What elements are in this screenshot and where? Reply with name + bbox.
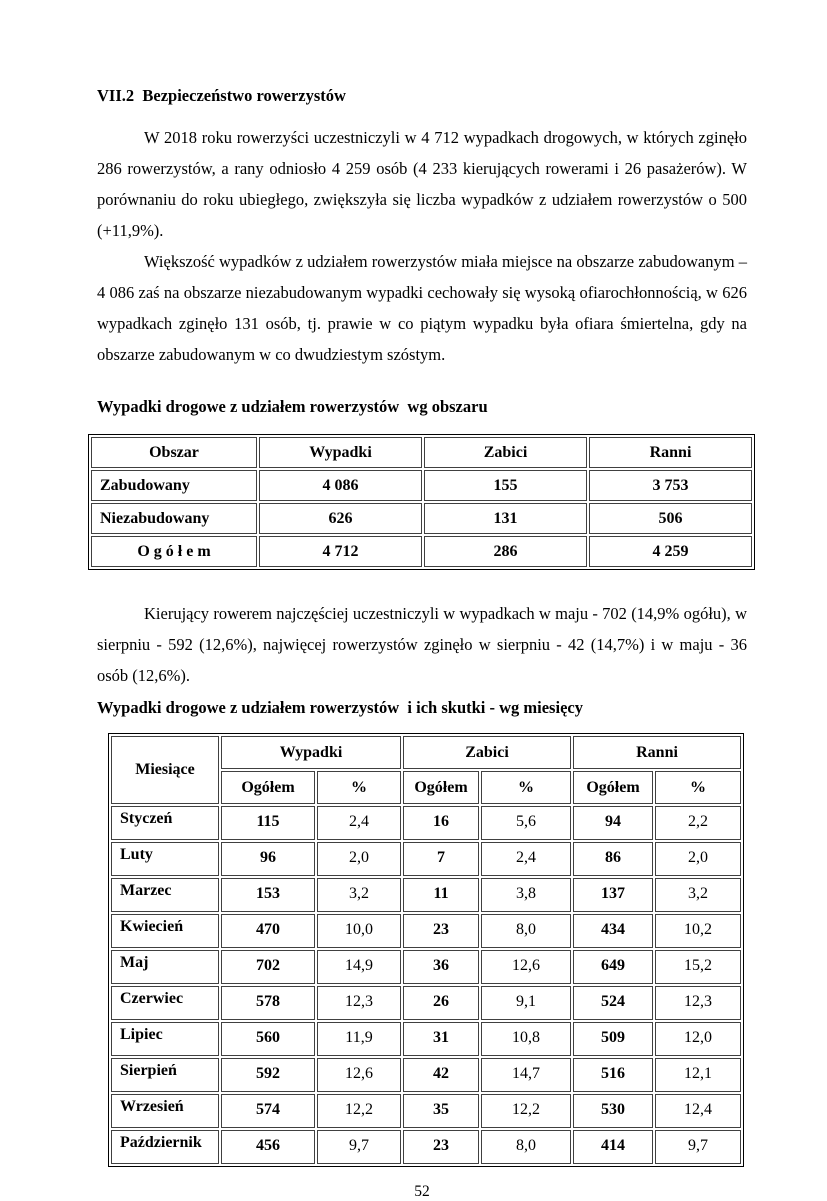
- cell-wypadki-ogolem: 592: [221, 1058, 315, 1092]
- cell-wypadki-percent: 10,0: [317, 914, 401, 948]
- cell-ranni-ogolem: 86: [573, 842, 653, 876]
- table-area-caption: Wypadki drogowe z udziałem rowerzystów wg obszaru: [97, 397, 488, 416]
- cell-ranni-percent: 12,1: [655, 1058, 741, 1092]
- cell-wypadki-percent: 11,9: [317, 1022, 401, 1056]
- table-row: [111, 806, 741, 840]
- cell-ranni-ogolem: 509: [573, 1022, 653, 1056]
- paragraph-accidents-overview: W 2018 roku rowerzyści uczestniczyli w 4 712 wypadkach drogowych, w których zginęło 286 rowerzystów, a rany odniosło 4 259 osób (4 233 kierujących rowerami i 26 pasażerów). W porównaniu do roku ubiegłego, zwiększyła się liczba wypadków z udziałem rowerzystów o 500 (+11,9%).: [97, 128, 747, 240]
- cell-wypadki-ogolem: 574: [221, 1094, 315, 1128]
- table-months-caption: Wypadki drogowe z udziałem rowerzystów i ich skutki - wg miesięcy: [97, 698, 583, 717]
- cell-wypadki-percent: 2,0: [317, 842, 401, 876]
- table-total-row: [91, 536, 752, 567]
- table-row: [111, 878, 741, 912]
- cell-zabici-percent: 12,6: [481, 950, 571, 984]
- cell-zabici-percent: 12,2: [481, 1094, 571, 1128]
- cell-wypadki-percent: 12,2: [317, 1094, 401, 1128]
- table-accidents-by-area: [88, 434, 755, 570]
- cell-zabici: 131: [424, 503, 587, 534]
- cell-wypadki-ogolem: 470: [221, 914, 315, 948]
- sub-header-percent: %: [655, 771, 741, 804]
- column-header-wypadki: Wypadki: [259, 437, 422, 468]
- cell-zabici-percent: 2,4: [481, 842, 571, 876]
- group-header-wypadki: Wypadki: [221, 736, 401, 769]
- sub-header-percent: %: [481, 771, 571, 804]
- table-row: [111, 986, 741, 1020]
- table-row: [111, 1058, 741, 1092]
- cell-wypadki: 4 712: [259, 536, 422, 567]
- month-label: Październik: [111, 1130, 219, 1164]
- cell-wypadki-percent: 14,9: [317, 950, 401, 984]
- table-row: [111, 914, 741, 948]
- cell-wypadki-percent: 2,4: [317, 806, 401, 840]
- cell-zabici-percent: 3,8: [481, 878, 571, 912]
- table-row: [111, 1130, 741, 1164]
- cell-ranni-ogolem: 524: [573, 986, 653, 1020]
- row-label: Niezabudowany: [91, 503, 257, 534]
- table-header-row: [91, 437, 752, 468]
- cell-wypadki-percent: 9,7: [317, 1130, 401, 1164]
- month-label: Kwiecień: [111, 914, 219, 948]
- cell-zabici-ogolem: 7: [403, 842, 479, 876]
- cell-zabici: 286: [424, 536, 587, 567]
- cell-zabici-percent: 8,0: [481, 1130, 571, 1164]
- sub-header-ogolem: Ogółem: [573, 771, 653, 804]
- cell-wypadki-percent: 12,6: [317, 1058, 401, 1092]
- column-header-obszar: Obszar: [91, 437, 257, 468]
- month-label: Styczeń: [111, 806, 219, 840]
- cell-zabici-ogolem: 36: [403, 950, 479, 984]
- column-header-zabici: Zabici: [424, 437, 587, 468]
- cell-ranni-percent: 12,0: [655, 1022, 741, 1056]
- table-row: [111, 950, 741, 984]
- column-header-ranni: Ranni: [589, 437, 752, 468]
- cell-zabici-ogolem: 11: [403, 878, 479, 912]
- table-row: [91, 503, 752, 534]
- cell-ranni-ogolem: 530: [573, 1094, 653, 1128]
- cell-zabici-ogolem: 35: [403, 1094, 479, 1128]
- month-label: Sierpień: [111, 1058, 219, 1092]
- cell-zabici-percent: 9,1: [481, 986, 571, 1020]
- cell-ranni-ogolem: 516: [573, 1058, 653, 1092]
- cell-wypadki-ogolem: 153: [221, 878, 315, 912]
- cell-ranni: 506: [589, 503, 752, 534]
- cell-ranni-percent: 2,2: [655, 806, 741, 840]
- table-row: [111, 842, 741, 876]
- cell-zabici-ogolem: 16: [403, 806, 479, 840]
- cell-zabici-percent: 14,7: [481, 1058, 571, 1092]
- month-label: Maj: [111, 950, 219, 984]
- month-label: Marzec: [111, 878, 219, 912]
- cell-ranni: 3 753: [589, 470, 752, 501]
- cell-zabici-ogolem: 26: [403, 986, 479, 1020]
- month-label: Lipiec: [111, 1022, 219, 1056]
- cell-wypadki: 626: [259, 503, 422, 534]
- cell-zabici-ogolem: 42: [403, 1058, 479, 1092]
- page-number: 52: [414, 1183, 430, 1200]
- sub-header-percent: %: [317, 771, 401, 804]
- table-row: [111, 1094, 741, 1128]
- cell-wypadki-ogolem: 96: [221, 842, 315, 876]
- cell-ranni-ogolem: 434: [573, 914, 653, 948]
- cell-ranni-ogolem: 414: [573, 1130, 653, 1164]
- cell-ranni-percent: 15,2: [655, 950, 741, 984]
- cell-wypadki-ogolem: 578: [221, 986, 315, 1020]
- sub-header-ogolem: Ogółem: [403, 771, 479, 804]
- cell-ranni: 4 259: [589, 536, 752, 567]
- cell-zabici-ogolem: 23: [403, 914, 479, 948]
- cell-ranni-percent: 2,0: [655, 842, 741, 876]
- cell-zabici-percent: 8,0: [481, 914, 571, 948]
- cell-ranni-percent: 12,3: [655, 986, 741, 1020]
- group-header-ranni: Ranni: [573, 736, 741, 769]
- paragraph-area-analysis: Większość wypadków z udziałem rowerzystów miała miejsce na obszarze zabudowanym – 4 086 zaś na obszarze niezabudowanym wypadki cechowały się wysoką ofiarochłonnością, w 626 wypadkach zginęło 131 osób, tj. prawie w co piątym wypadku była ofiara śmiertelna, gdy na obszarze zabudowanym w co dwudziestym szóstym.: [97, 252, 747, 364]
- row-label: Zabudowany: [91, 470, 257, 501]
- group-header-zabici: Zabici: [403, 736, 571, 769]
- month-label: Wrzesień: [111, 1094, 219, 1128]
- cell-ranni-ogolem: 137: [573, 878, 653, 912]
- table-row: [111, 1022, 741, 1056]
- cell-zabici-ogolem: 31: [403, 1022, 479, 1056]
- cell-wypadki-ogolem: 702: [221, 950, 315, 984]
- cell-ranni-percent: 12,4: [655, 1094, 741, 1128]
- month-label: Luty: [111, 842, 219, 876]
- cell-ranni-percent: 10,2: [655, 914, 741, 948]
- cell-zabici-ogolem: 23: [403, 1130, 479, 1164]
- table-header-row-groups: [111, 736, 741, 769]
- cell-wypadki-ogolem: 560: [221, 1022, 315, 1056]
- cell-ranni-ogolem: 649: [573, 950, 653, 984]
- cell-zabici-percent: 10,8: [481, 1022, 571, 1056]
- table-row: [91, 470, 752, 501]
- cell-zabici: 155: [424, 470, 587, 501]
- cell-wypadki-ogolem: 115: [221, 806, 315, 840]
- cell-ranni-percent: 3,2: [655, 878, 741, 912]
- cell-ranni-ogolem: 94: [573, 806, 653, 840]
- cell-zabici-percent: 5,6: [481, 806, 571, 840]
- sub-header-ogolem: Ogółem: [221, 771, 315, 804]
- cell-wypadki-percent: 3,2: [317, 878, 401, 912]
- table-accidents-by-month: [108, 733, 744, 1167]
- cell-ranni-percent: 9,7: [655, 1130, 741, 1164]
- paragraph-monthly-analysis: Kierujący rowerem najczęściej uczestniczyli w wypadkach w maju - 702 (14,9% ogółu), w sierpniu - 592 (12,6%), najwięcej rowerzystów zginęło w sierpniu - 42 (14,7%) i w maju - 36 osób (12,6%).: [97, 604, 747, 685]
- section-heading: VII.2 Bezpieczeństwo rowerzystów: [97, 86, 346, 105]
- column-header-miesiace: Miesiące: [111, 736, 219, 804]
- row-label-total: O g ó ł e m: [91, 536, 257, 567]
- cell-wypadki-percent: 12,3: [317, 986, 401, 1020]
- month-label: Czerwiec: [111, 986, 219, 1020]
- cell-wypadki: 4 086: [259, 470, 422, 501]
- cell-wypadki-ogolem: 456: [221, 1130, 315, 1164]
